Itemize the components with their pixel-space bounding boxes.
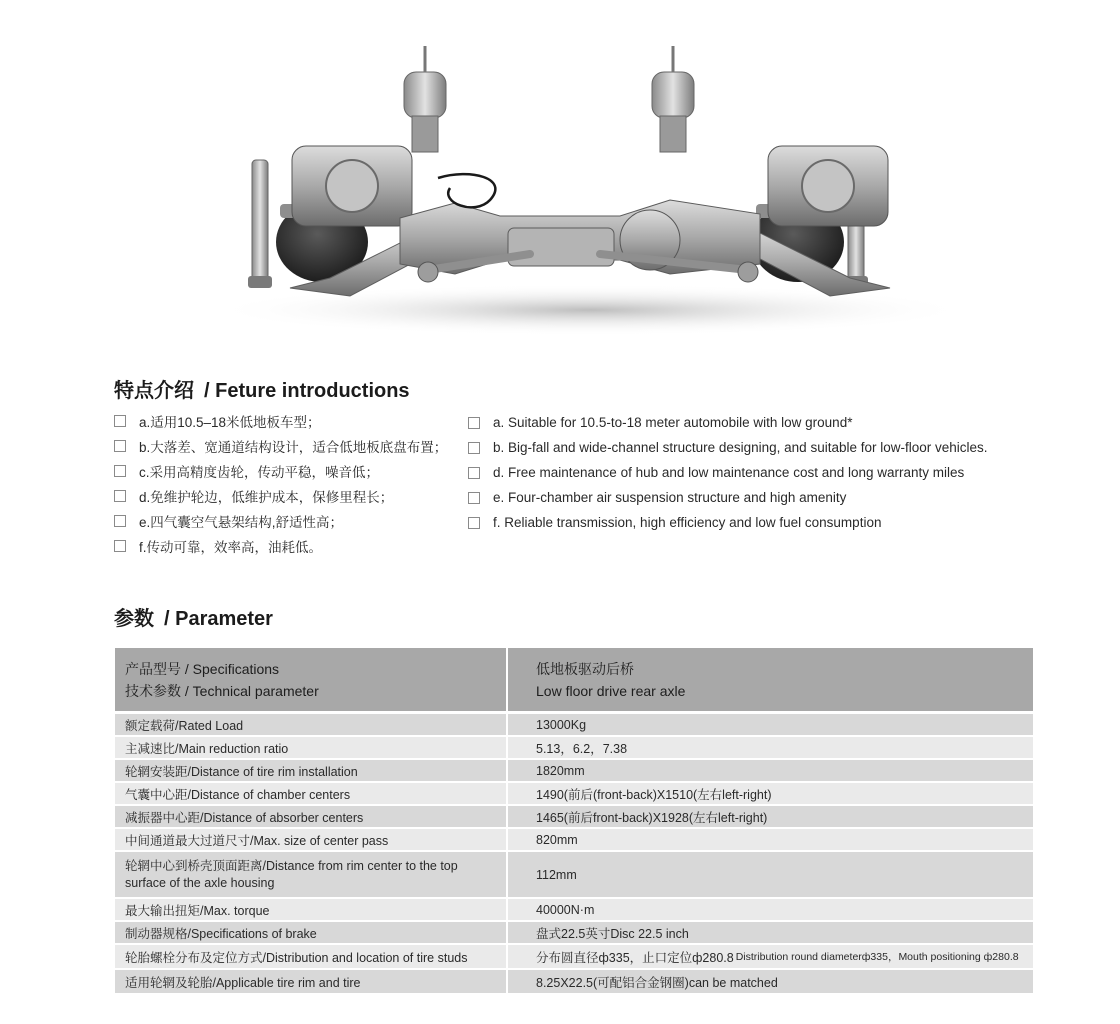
checkbox-icon [468, 417, 480, 429]
row-value-main: 分布圆直径ф335，止口定位ф280.8 [536, 950, 734, 965]
features-title-en: / Feture introductions [204, 380, 410, 402]
row-label: 制动器规格/Specifications of brake [115, 922, 506, 943]
feature-text: e.四气囊空气悬架结构,舒适性高； [139, 514, 344, 530]
row-value: 1490(前后(front-back)X1510(左右left-right) [508, 783, 1033, 804]
table-row [115, 760, 1033, 781]
row-value: 盘式22.5英寸Disc 22.5 inch [508, 922, 1033, 943]
row-label: 轮辋安装距/Distance of tire rim installation [115, 760, 506, 781]
checkbox-icon [114, 415, 126, 427]
row-value: 1820mm [508, 760, 1033, 781]
feature-text: b. Big-fall and wide-channel structure designing, and suitable for low-floor vehicles. [493, 440, 988, 455]
feature-text: c.采用高精度齿轮，传动平稳，噪音低； [139, 464, 380, 480]
row-label [115, 852, 506, 897]
checkbox-icon [468, 442, 480, 454]
checkbox-icon [468, 517, 480, 529]
checkbox-icon [114, 490, 126, 502]
features-list-en [468, 410, 988, 535]
row-label: 额定载荷/Rated Load [115, 714, 506, 735]
product-image [200, 28, 980, 348]
features-title-zh: 特点介绍 [114, 380, 194, 402]
row-label-line2: surface of the axle housing [125, 875, 275, 890]
feature-item [468, 410, 988, 435]
feature-item [468, 510, 988, 535]
feature-item [114, 533, 447, 558]
feature-item [114, 508, 447, 533]
feature-item [468, 485, 988, 510]
row-value [508, 945, 1033, 968]
feature-item [114, 483, 447, 508]
table-row [115, 970, 1033, 993]
header-tech: 技术参数 / Technical parameter [125, 682, 319, 699]
row-value: 112mm [508, 852, 1033, 897]
header-spec: 产品型号 / Specifications [125, 660, 280, 677]
checkbox-icon [468, 492, 480, 504]
feature-item [468, 460, 988, 485]
feature-text: a. Suitable for 10.5-to-18 meter automobile with low ground* [493, 415, 853, 430]
checkbox-icon [114, 515, 126, 527]
parameter-table [115, 648, 1033, 995]
feature-item [114, 408, 447, 433]
feature-item [114, 458, 447, 483]
row-value: 13000Kg [508, 714, 1033, 735]
row-value: 820mm [508, 829, 1033, 850]
features-list-zh [114, 408, 447, 558]
header-product-zh: 低地板驱动后桥 [536, 660, 634, 677]
row-value: 40000N·m [508, 899, 1033, 920]
parameters-title-zh: 参数 [114, 608, 154, 630]
row-value-small: Distribution round diameterф335，Mouth positioning ф280.8 [735, 951, 1019, 963]
feature-text: f.传动可靠，效率高，油耗低。 [139, 539, 323, 555]
table-row [115, 922, 1033, 943]
table-row [115, 945, 1033, 968]
parameters-title [114, 602, 273, 631]
table-row [115, 783, 1033, 804]
feature-item [114, 433, 447, 458]
checkbox-icon [114, 465, 126, 477]
feature-text: e. Four-chamber air suspension structure and high amenity [493, 490, 847, 505]
features-title [114, 374, 410, 403]
feature-item [468, 435, 988, 460]
parameters-title-en: / Parameter [164, 608, 273, 630]
feature-text: b.大落差、宽通道结构设计，适合低地板底盘布置； [139, 439, 448, 455]
table-header [115, 648, 1033, 711]
row-label: 减振器中心距/Distance of absorber centers [115, 806, 506, 827]
row-label: 中间通道最大过道尺寸/Max. size of center pass [115, 829, 506, 850]
checkbox-icon [114, 440, 126, 452]
row-label-line1: 轮辋中心到桥壳顶面距离/Distance from rim center to the top [125, 858, 458, 873]
row-value: 5.13，6.2，7.38 [508, 737, 1033, 758]
table-row [115, 852, 1033, 897]
row-label: 气囊中心距/Distance of chamber centers [115, 783, 506, 804]
table-row [115, 806, 1033, 827]
checkbox-icon [468, 467, 480, 479]
feature-text: d. Free maintenance of hub and low maintenance cost and long warranty miles [493, 465, 965, 480]
feature-text: d.免维护轮边，低维护成本，保修里程长； [139, 489, 394, 505]
header-product-cell [508, 648, 1033, 711]
row-label: 适用轮辋及轮胎/Applicable tire rim and tire [115, 970, 506, 993]
header-label-cell [115, 648, 506, 711]
checkbox-icon [114, 540, 126, 552]
row-label: 最大输出扭矩/Max. torque [115, 899, 506, 920]
row-label: 主减速比/Main reduction ratio [115, 737, 506, 758]
table-row [115, 829, 1033, 850]
header-product-en: Low floor drive rear axle [536, 682, 686, 699]
drive-axle-illustration [200, 28, 980, 348]
feature-text: a.适用10.5–18米低地板车型； [139, 414, 321, 430]
row-value: 1465(前后front-back)X1928(左右left-right) [508, 806, 1033, 827]
table-row [115, 899, 1033, 920]
feature-text: f. Reliable transmission, high efficiency and low fuel consumption [493, 515, 882, 530]
row-value: 8.25X22.5(可配铝合金钢圈)can be matched [508, 970, 1033, 993]
row-label: 轮胎螺栓分布及定位方式/Distribution and location of tire studs [115, 945, 506, 968]
table-row [115, 737, 1033, 758]
table-row [115, 714, 1033, 735]
